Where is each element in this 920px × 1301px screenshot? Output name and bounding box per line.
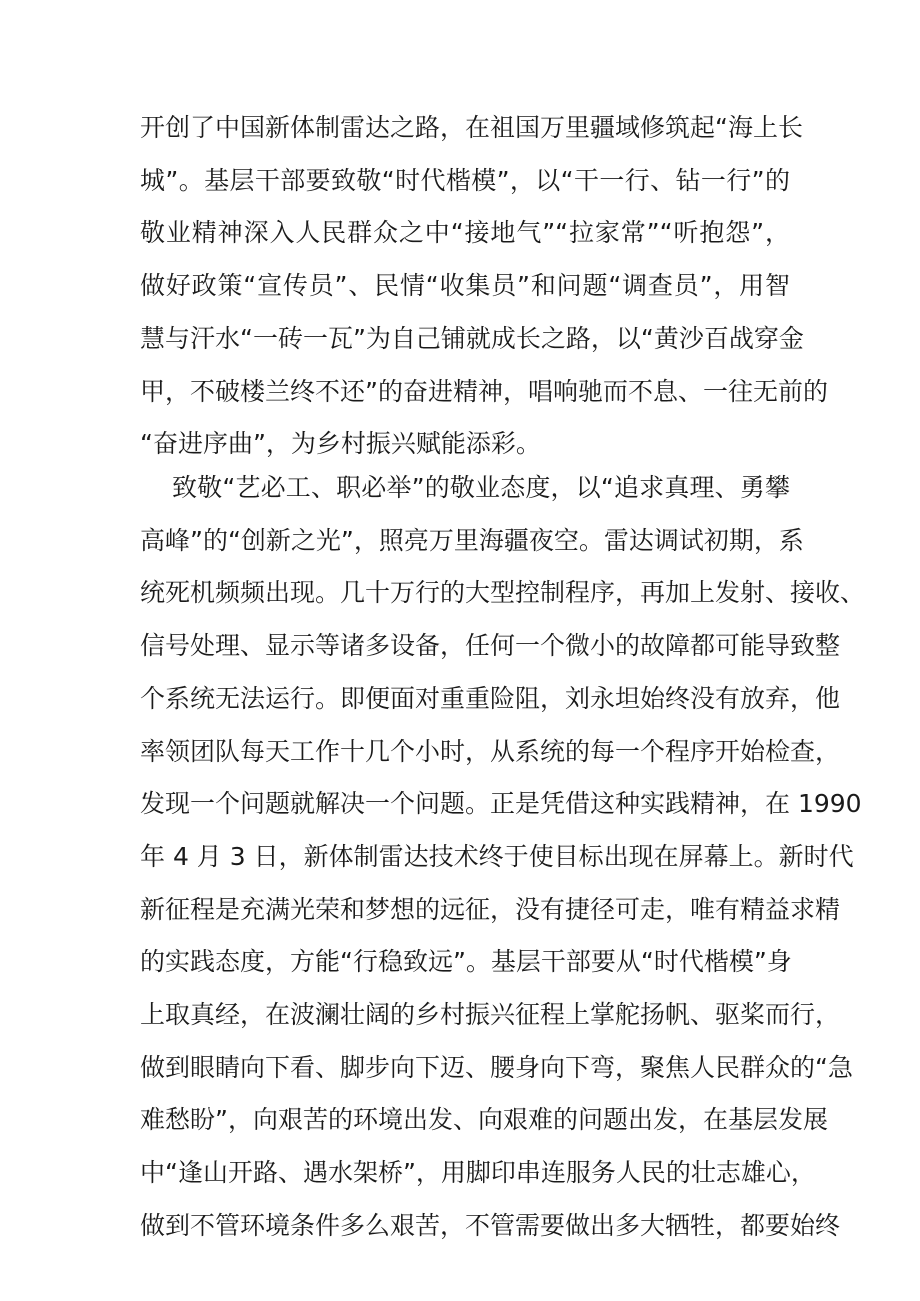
- text-line: 开创了中国新体制雷达之路，在祖国万里疆域修筑起“海上长: [140, 113, 803, 142]
- text-line: 甲，不破楼兰终不还”的奋进精神，唱响驰而不息、一往无前的: [140, 376, 828, 406]
- text-line: 信号处理、显示等诸多设备，任何一个微小的故障都可能导致整: [140, 631, 841, 661]
- text-line: 做到不管环境条件多么艰苦，不管需要做出多大牺牲，都要始终: [140, 1210, 841, 1240]
- text-line: 敬业精神深入人民群众之中“接地气”“拉家常”“听抱怨”，: [140, 218, 790, 248]
- text-line: 个系统无法运行。即便面对重重险阻，刘永坦始终没有放弃，他: [140, 683, 841, 713]
- text-line: 年 4 月 3 日，新体制雷达技术终于使目标出现在屏幕上。新时代: [140, 841, 854, 871]
- text-line: 做到眼睛向下看、脚步向下迈、腰身向下弯，聚焦人民群众的“急: [140, 1052, 853, 1082]
- text-line: 的实践态度，方能“行稳致远”。基层干部要从“时代楷模”身: [140, 947, 792, 977]
- text-line: 新征程是充满光荣和梦想的远征，没有捷径可走，唯有精益求精: [140, 894, 841, 924]
- text-line: 致敬“艺必工、职必举”的敬业态度，以“追求真理、勇攀: [172, 473, 790, 502]
- text-line: “奋进序曲”，为乡村振兴赋能添彩。: [140, 429, 541, 459]
- text-line: 做好政策“宣传员”、民情“收集员”和问题“调查员”，用智: [140, 271, 790, 301]
- text-line: 城”。基层干部要致敬“时代楷模”，以“干一行、钻一行”的: [140, 165, 790, 195]
- text-line: 上取真经，在波澜壮阔的乡村振兴征程上掌舵扬帆、驱桨而行，: [140, 1000, 841, 1029]
- text-line: 高峰”的“创新之光”，照亮万里海疆夜空。雷达调试初期，系: [140, 525, 804, 555]
- text-line: 发现一个问题就解决一个问题。正是凭借这种实践精神，在 1990: [140, 789, 862, 819]
- text-line: 统死机频频出现。几十万行的大型控制程序，再加上发射、接收、: [140, 578, 866, 608]
- text-line: 率领团队每天工作十几个小时，从系统的每一个程序开始检查，: [140, 736, 841, 766]
- text-line: 难愁盼”，向艰苦的环境出发、向艰难的问题出发，在基层发展: [140, 1105, 828, 1135]
- text-line: 慧与汗水“一砖一瓦”为自己铺就成长之路，以“黄沙百战穿金: [140, 323, 804, 353]
- text-line: 中“逢山开路、遇水架桥”，用脚印串连服务人民的壮志雄心，: [140, 1158, 816, 1188]
